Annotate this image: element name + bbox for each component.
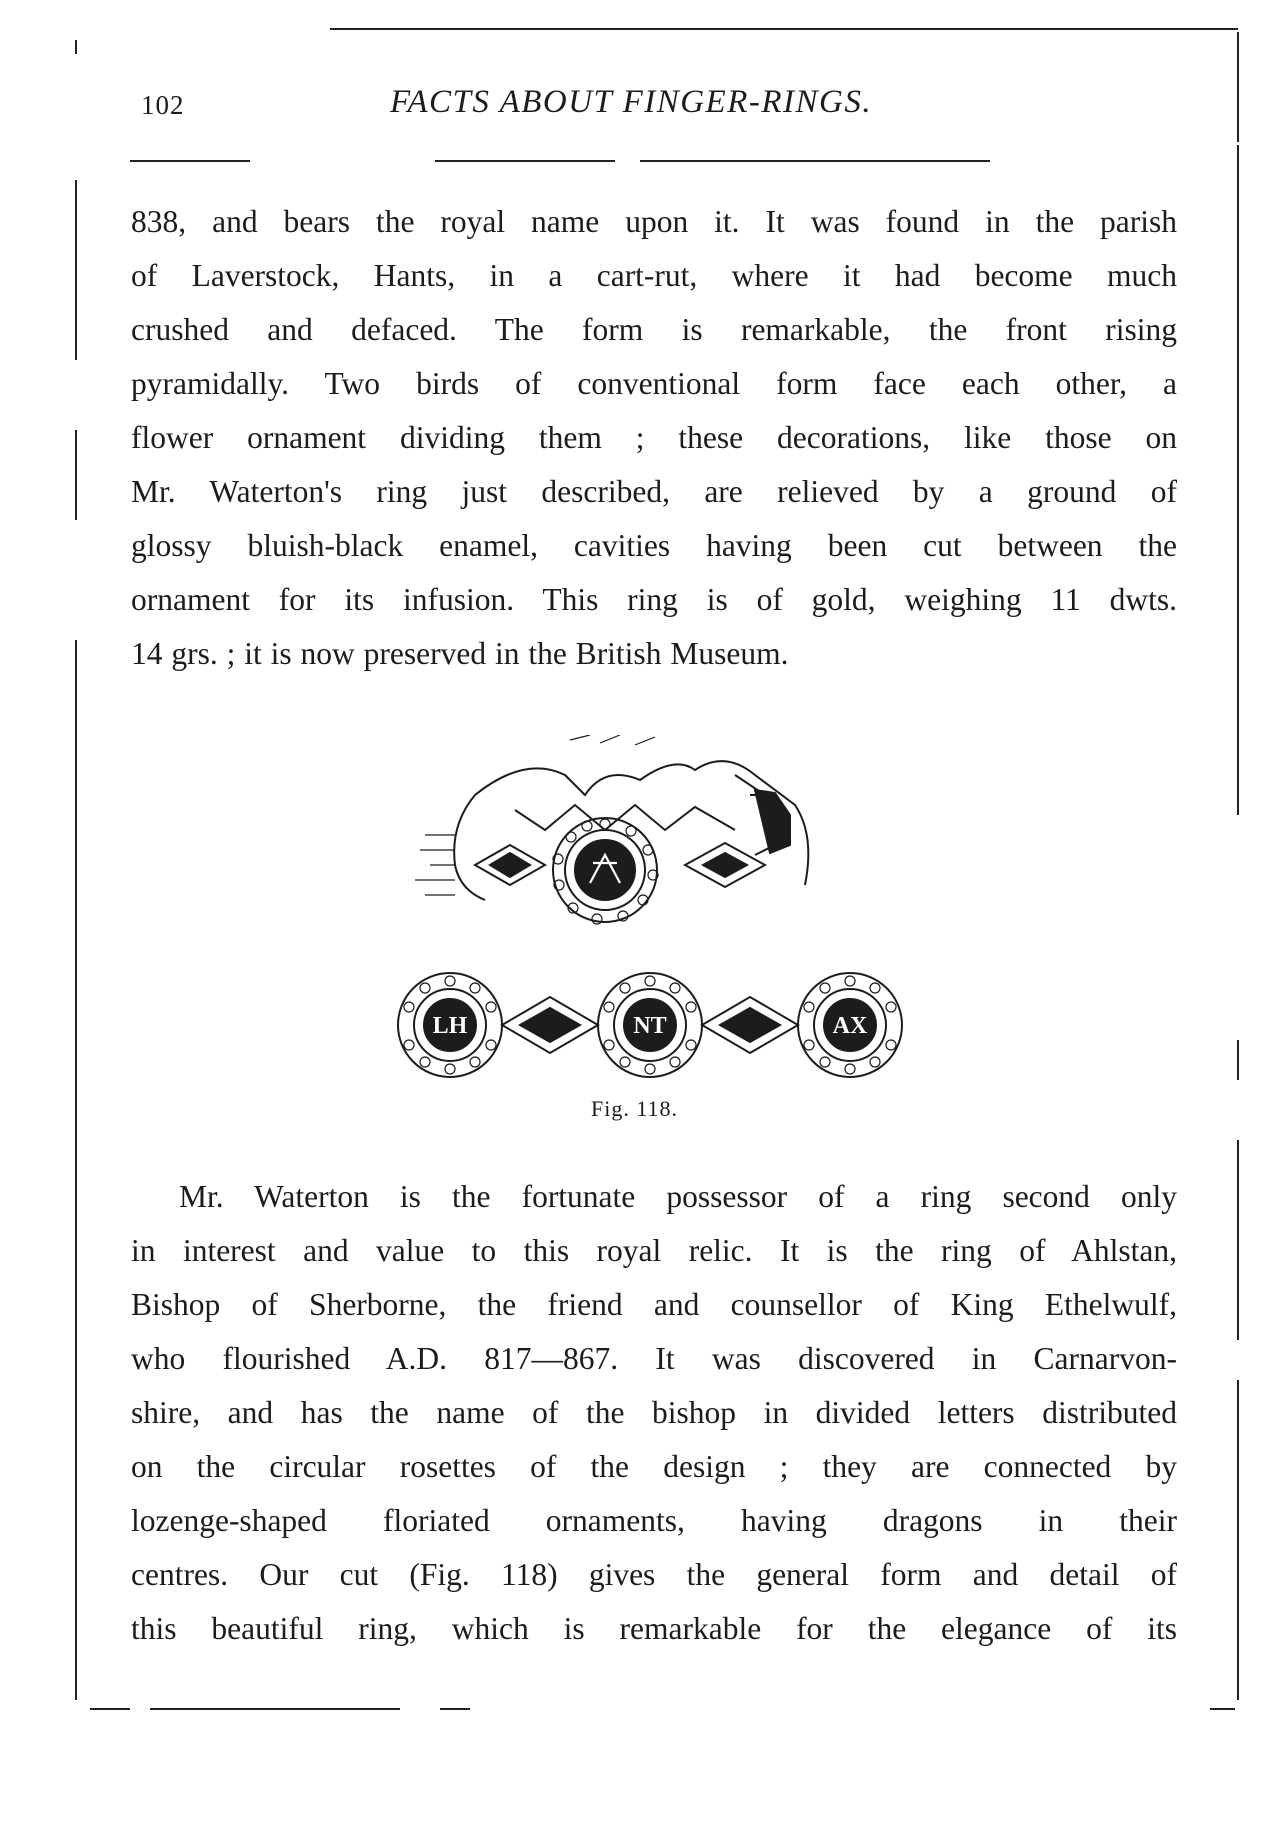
rosette-letters-center: NT <box>633 1013 667 1039</box>
text-line: 14 grs. ; it is now preserved in the British Museum. <box>131 636 789 671</box>
text-line: Mr. Waterton's ring just described, are relieved by a ground of <box>131 474 1177 509</box>
left-border <box>75 640 77 1700</box>
text-line: crushed and defaced. The form is remarkable, the front rising <box>131 312 1177 347</box>
text-line: ornament for its infusion. This ring is of gold, weighing 11 dwts. <box>131 582 1177 617</box>
text-line: who flourished A.D. 817—867. It was discovered in Carnarvon- <box>131 1341 1177 1376</box>
text-line: on the circular rosettes of the design ; they are connected by <box>131 1449 1177 1484</box>
left-border <box>75 40 77 54</box>
text-line: this beautiful ring, which is remarkable for the elegance of its <box>131 1611 1177 1646</box>
text-line: 838, and bears the royal name upon it. It was found in the parish <box>131 204 1177 239</box>
paragraph-1 <box>131 195 1177 681</box>
bottom-rule <box>150 1708 400 1710</box>
text-line: centres. Our cut (Fig. 118) gives the general form and detail of <box>131 1557 1177 1592</box>
page-number: 102 <box>141 90 185 120</box>
text-line: Mr. Waterton is the fortunate possessor of a ring second only <box>179 1179 1177 1214</box>
header-rule <box>130 160 250 162</box>
text-line: Bishop of Sherborne, the friend and counsellor of King Ethelwulf, <box>131 1287 1177 1322</box>
figure-caption: Fig. 118. <box>590 1096 679 1121</box>
right-border <box>1237 1040 1239 1080</box>
top-rule <box>330 28 1238 30</box>
left-border <box>75 180 77 360</box>
right-border <box>1237 1140 1239 1340</box>
paragraph-2 <box>131 1170 1177 1656</box>
bottom-rule <box>1210 1708 1235 1710</box>
text-line: lozenge-shaped floriated ornaments, having dragons in their <box>131 1503 1177 1538</box>
bottom-rule <box>440 1708 470 1710</box>
text-line: glossy bluish-black enamel, cavities having been cut between the <box>131 528 1177 563</box>
ring-illustration <box>395 735 915 1095</box>
ring-perspective-view <box>415 735 808 924</box>
text-line: pyramidally. Two birds of conventional form face each other, a <box>131 366 1177 401</box>
bottom-rule <box>90 1708 130 1710</box>
rosette-letters-left: LH <box>432 1013 468 1039</box>
text-line: in interest and value to this royal relic. It is the ring of Ahlstan, <box>131 1233 1177 1268</box>
text-line: flower ornament dividing them ; these decorations, like those on <box>131 420 1177 455</box>
header-rule <box>435 160 615 162</box>
left-border <box>75 430 77 520</box>
right-border <box>1237 32 1239 142</box>
header-rule <box>640 160 990 162</box>
right-border <box>1237 145 1239 815</box>
text-line: of Laverstock, Hants, in a cart-rut, where it had become much <box>131 258 1177 293</box>
right-border <box>1237 1380 1239 1700</box>
text-line: shire, and has the name of the bishop in divided letters distributed <box>131 1395 1177 1430</box>
running-header-title: FACTS ABOUT FINGER-RINGS. <box>390 84 873 120</box>
rosette-letters-right: AX <box>832 1013 868 1039</box>
